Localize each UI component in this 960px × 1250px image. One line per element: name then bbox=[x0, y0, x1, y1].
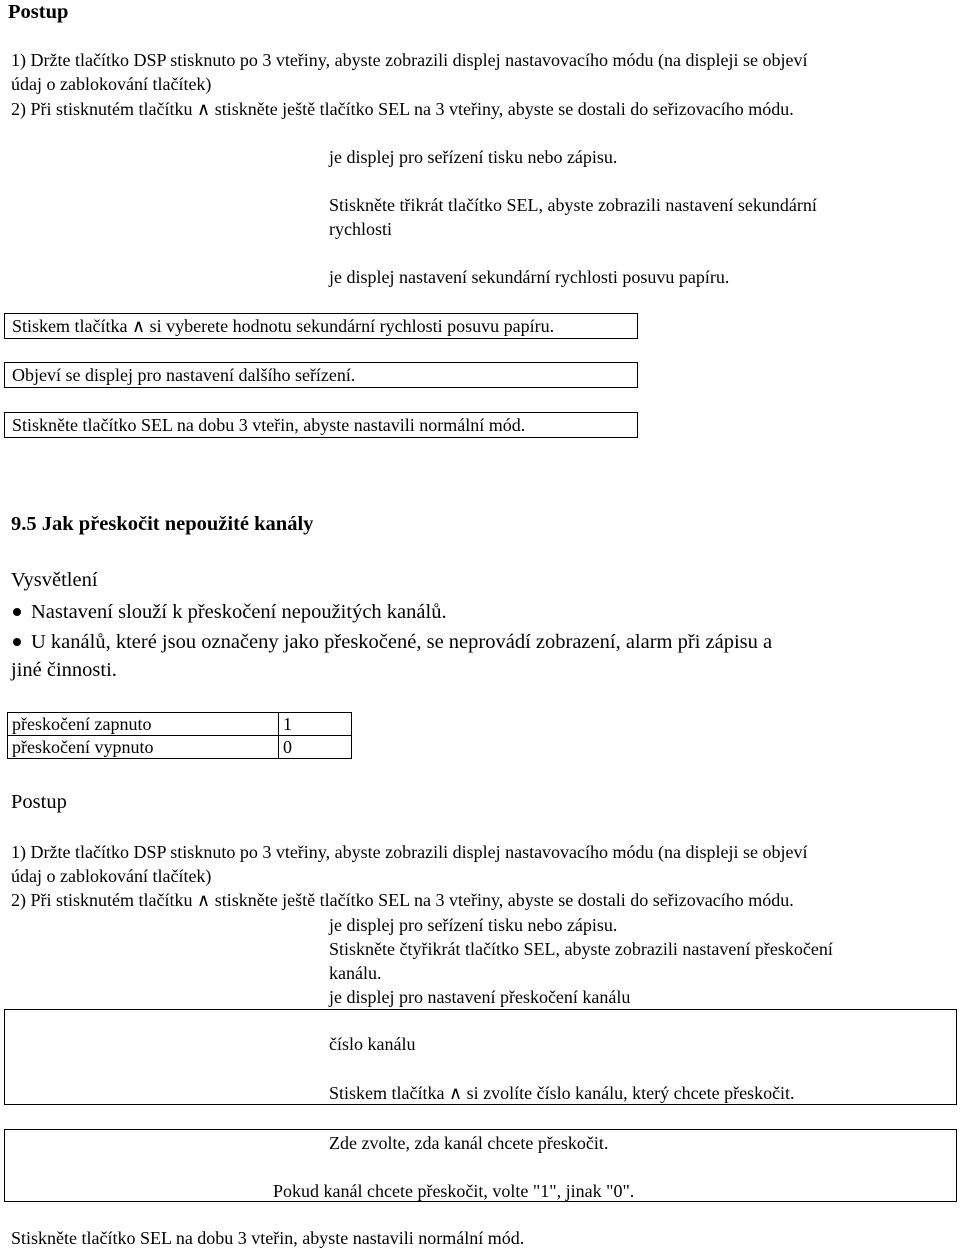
channel-select-text bbox=[329, 1081, 795, 1105]
step1-line2: údaj o zablokování tlačítek) bbox=[11, 866, 212, 886]
table-cell-value: 0 bbox=[279, 736, 352, 759]
channel-number-label: číslo kanálu bbox=[329, 1034, 416, 1054]
skip-choice-box bbox=[4, 1129, 957, 1202]
normal-mode-box bbox=[4, 412, 638, 438]
channel-select-box bbox=[4, 1009, 957, 1105]
table-cell-label: přeskočení zapnuto bbox=[8, 713, 279, 736]
step1-line1: 1) Držte tlačítko DSP stisknuto po 3 vteřiny, abyste zobrazili displej nastavovacího módu (na displeji se objeví bbox=[11, 842, 808, 862]
next-setting-box bbox=[4, 362, 638, 388]
table-row bbox=[8, 713, 352, 736]
step2-line bbox=[11, 97, 794, 121]
bullet-icon bbox=[13, 608, 21, 616]
up-arrow-icon: ∧ bbox=[197, 890, 211, 910]
procedure-heading: Postup bbox=[11, 791, 67, 813]
step2-pre: 2) Při stisknutém tlačítku bbox=[11, 890, 193, 910]
skip-choice-instruction: Pokud kanál chcete přeskočit, volte "1", jinak "0". bbox=[273, 1181, 635, 1201]
channel-select-pre: Stiskem tlačítka bbox=[329, 1083, 445, 1103]
select-speed-box bbox=[4, 313, 638, 339]
step1-line1: 1) Držte tlačítko DSP stisknuto po 3 vteřiny, abyste zobrazili displej nastavovacího módu (na displeji se objeví bbox=[11, 50, 808, 70]
select-speed-pre: Stiskem tlačítka bbox=[12, 316, 128, 336]
up-arrow-icon: ∧ bbox=[131, 316, 146, 336]
explanation-heading: Vysvětlení bbox=[11, 569, 98, 591]
section2-heading: 9.5 Jak přeskočit nepoužité kanály bbox=[11, 513, 314, 535]
select-speed-post: si vyberete hodnotu sekundární rychlosti posuvu papíru. bbox=[149, 316, 555, 336]
section1-heading: Postup bbox=[8, 1, 69, 23]
next-setting-text: Objeví se displej pro nastavení dalšího seřízení. bbox=[12, 365, 356, 385]
step2-line bbox=[11, 888, 794, 912]
step2-pre: 2) Při stisknutém tlačítku bbox=[11, 99, 193, 119]
table-cell-value: 1 bbox=[279, 713, 352, 736]
bullet2-continuation: jiné činnosti. bbox=[11, 659, 117, 681]
table-cell-label: přeskočení vypnuto bbox=[8, 736, 279, 759]
note-press-sel-line2: kanálu. bbox=[329, 963, 382, 983]
note-press-sel-line1: Stiskněte třikrát tlačítko SEL, abyste zobrazili nastavení sekundární bbox=[329, 195, 817, 215]
step2-post: stiskněte ještě tlačítko SEL na 3 vteřiny, abyste se dostali do seřizovacího módu. bbox=[214, 99, 794, 119]
final-normal-mode: Stiskněte tlačítko SEL na dobu 3 vteřin, abyste nastavili normální mód. bbox=[11, 1228, 525, 1248]
note-skip-display: je displej pro nastavení přeskočení kanálu bbox=[329, 987, 631, 1007]
step1-line2: údaj o zablokování tlačítek) bbox=[11, 74, 212, 94]
normal-mode-text: Stiskněte tlačítko SEL na dobu 3 vteřin, abyste nastavili normální mód. bbox=[12, 415, 526, 435]
skip-setting-table bbox=[7, 712, 352, 759]
skip-choice-text: Zde zvolte, zda kanál chcete přeskočit. bbox=[329, 1133, 609, 1153]
note-press-sel-line1: Stiskněte čtyřikrát tlačítko SEL, abyste zobrazili nastavení přeskočení bbox=[329, 939, 833, 959]
table-row bbox=[8, 736, 352, 759]
note-press-sel-line2: rychlosti bbox=[329, 219, 392, 239]
bullet1-text: Nastavení slouží k přeskočení nepoužitých kanálů. bbox=[31, 601, 447, 623]
bullet-icon bbox=[13, 638, 21, 646]
note-display-print: je displej pro seřízení tisku nebo zápisu. bbox=[329, 147, 618, 167]
bullet-item bbox=[11, 628, 772, 656]
note-display-print: je displej pro seřízení tisku nebo zápisu. bbox=[329, 915, 618, 935]
bullet2-text: U kanálů, které jsou označeny jako přeskočené, se neprovádí zobrazení, alarm při zápisu a bbox=[31, 631, 773, 653]
bullet-item bbox=[11, 598, 447, 626]
up-arrow-icon: ∧ bbox=[448, 1083, 463, 1103]
channel-select-post: si zvolíte číslo kanálu, který chcete přeskočit. bbox=[466, 1083, 795, 1103]
up-arrow-icon: ∧ bbox=[197, 99, 211, 119]
select-speed-text bbox=[12, 314, 554, 338]
step2-post: stiskněte ještě tlačítko SEL na 3 vteřiny, abyste se dostali do seřizovacího módu. bbox=[214, 890, 794, 910]
note-secondary-speed: je displej nastavení sekundární rychlosti posuvu papíru. bbox=[329, 267, 730, 287]
